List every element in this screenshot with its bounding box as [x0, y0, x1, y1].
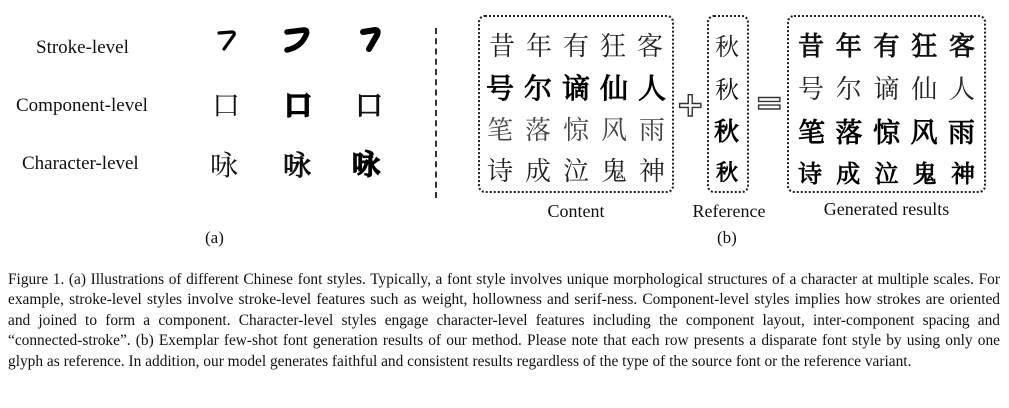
reference-char: 秋: [714, 117, 740, 146]
generated-char: 年: [835, 32, 862, 62]
row-label-component: Component-level: [16, 95, 148, 116]
generated-char: 号: [798, 75, 825, 105]
content-char: 雨: [638, 116, 665, 146]
generated-row-2: [798, 69, 975, 106]
generated-char: 狂: [911, 32, 938, 62]
content-label: Content: [547, 201, 605, 221]
generated-char: 谪: [873, 75, 900, 105]
equals-symbol: =: [755, 83, 784, 123]
generated-label: Generated results: [823, 199, 950, 219]
reference-char: 秋: [715, 33, 739, 61]
content-char: 尔: [523, 72, 552, 105]
content-char: 昔: [489, 32, 516, 62]
generated-char: 昔: [798, 32, 825, 62]
generated-char: 泣: [874, 160, 899, 188]
content-char: 仙: [599, 72, 628, 105]
reference-char: 秋: [716, 161, 739, 186]
generated-row-3: [798, 111, 975, 150]
row-label-stroke: Stroke-level: [36, 37, 129, 58]
component-glyph-3: 口: [355, 89, 384, 122]
generated-char: 笔: [798, 118, 825, 149]
generated-char: 鬼: [912, 160, 937, 188]
generated-char: 仙: [911, 75, 938, 105]
content-char: 号: [486, 72, 515, 105]
content-char: 笔: [487, 116, 514, 146]
component-glyph-1: 口: [212, 89, 241, 122]
stroke-glyph-1: [214, 27, 240, 53]
generated-char: 尔: [835, 75, 862, 105]
generated-box: [787, 15, 986, 193]
generated-char: 神: [951, 160, 975, 188]
content-char: 诗: [487, 157, 514, 187]
content-char: 人: [637, 72, 666, 105]
character-glyph-2: 咏: [283, 149, 312, 182]
generated-char: 人: [948, 75, 975, 105]
content-char: 有: [562, 32, 589, 62]
generated-char: 雨: [948, 118, 975, 149]
content-char: 泣: [562, 157, 589, 187]
reference-label: Reference: [692, 201, 766, 221]
generated-char: 成: [836, 160, 861, 188]
content-char: 成: [524, 157, 551, 187]
generated-char: 诗: [798, 160, 822, 188]
content-char: 落: [524, 116, 551, 146]
row-label-character: Character-level: [22, 153, 139, 174]
content-row-4: [487, 151, 665, 188]
generated-char: 客: [948, 32, 975, 62]
content-row-2: [486, 67, 666, 107]
stroke-glyph-2: [283, 26, 313, 54]
generated-row-1: [798, 26, 975, 63]
content-char: 狂: [599, 32, 626, 62]
panel-divider: [435, 28, 437, 198]
stroke-glyph-3: [357, 26, 383, 54]
content-row-1: [489, 26, 663, 63]
generated-char: 风: [910, 118, 938, 149]
character-glyph-3: 咏: [352, 148, 381, 181]
plus-symbol: +: [676, 85, 705, 125]
content-char: 谪: [561, 72, 590, 105]
panel-a-sublabel: (a): [205, 228, 224, 247]
generated-row-4: [798, 154, 975, 189]
content-char: 风: [600, 116, 627, 146]
content-row-3: [487, 110, 665, 147]
generated-char: 有: [873, 32, 900, 62]
content-char: 神: [638, 157, 665, 187]
content-char: 客: [636, 32, 663, 62]
component-glyph-2: 口: [284, 89, 313, 122]
panel-b-sublabel: (b): [717, 228, 737, 247]
content-box: [478, 15, 674, 193]
content-char: 鬼: [600, 157, 627, 187]
generated-char: 落: [835, 118, 863, 149]
reference-char: 秋: [715, 76, 739, 104]
generated-char: 惊: [873, 118, 900, 149]
content-char: 年: [525, 32, 552, 62]
reference-box: [707, 15, 749, 193]
character-glyph-1: 咏: [210, 149, 239, 182]
content-char: 惊: [562, 116, 589, 146]
figure-caption: Figure 1. (a) Illustrations of different Chinese font styles. Typically, a font style involves unique morphological structures of a character at multiple scales. For example, stroke-level styles involve stroke-level features such as weight, hollowness and serif-ness. Component-level styles implies how strokes are oriented and joined to form a component. Character-level styles engage character-level features including the component layout, inter-component spacing and “connected-stroke”. (b) Exemplar few-shot font generation results of our method. Please note that each row presents a disparate font style by using only one glyph as reference. In addition, our model generates faithful and consistent results regardless of the type of the source font or the reference variant.: [8, 271, 1000, 370]
